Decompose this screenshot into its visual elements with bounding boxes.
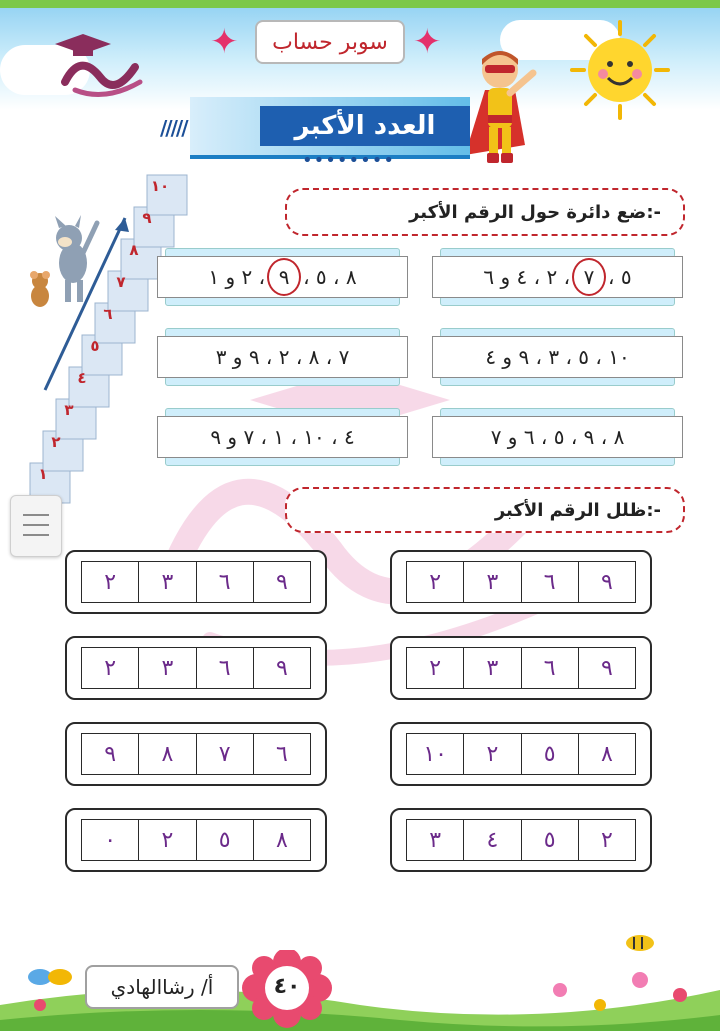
stair-number: ١ [38,465,48,483]
stair-number: ٢ [51,433,61,451]
grid-cell[interactable]: ٢ [429,569,442,595]
grid-cell[interactable]: ٩ [253,648,310,688]
sun-icon [570,20,670,120]
grid-cell[interactable]: ٣ [463,562,520,602]
stair-number: ٥ [90,337,100,355]
shade-instruction: ظلل الرقم الأكبر:- [285,487,685,533]
grid-cell[interactable]: ٢ [429,655,442,681]
number-sequence: ٨ ، ٩ ، ٥ ، ٦ و ٧ [432,416,683,458]
grid-cell[interactable]: ٢ [104,655,117,681]
grid-cell[interactable]: ٥ [521,820,578,860]
grid-cell[interactable]: ٩ [578,648,635,688]
number-sequence: ١٠ ، ٥ ، ٣ ، ٩ و ٤ [432,336,683,378]
number-grid [65,550,327,614]
worksheet-header: سوبر حساب [255,20,405,64]
grid-cell[interactable]: ٧ [196,734,253,774]
grid-cell[interactable]: ٥ [521,734,578,774]
grid-cell[interactable]: ٥ [196,820,253,860]
number-grid [65,808,327,872]
stair-number: ٤ [77,369,87,387]
grid-cell[interactable]: ٠ [104,827,117,853]
page-number: ٤٠ [273,973,301,999]
grid-cell[interactable]: ٦ [196,562,253,602]
number-scroll-4 [155,330,410,384]
number-sequence: ٥ ، ٧ ، ٢ ، ٤ و ٦ [432,256,683,298]
menu-icon [23,514,49,516]
grid-cell[interactable]: ٩ [104,741,117,767]
circle-instruction: ضع دائرة حول الرقم الأكبر:- [285,188,685,236]
grid-cell[interactable]: ٢ [104,569,117,595]
grid-cell[interactable]: ١٠ [423,741,447,767]
grid-cell[interactable]: ٣ [429,827,442,853]
banner-stripes: ///// [160,116,187,140]
grid-cell[interactable]: ٨ [138,734,195,774]
number-grid [65,722,327,786]
stair-number: ٦ [103,305,113,323]
grid-cell[interactable]: ٢ [138,820,195,860]
stair-number: ٣ [64,401,74,419]
number-grid [390,722,652,786]
grid-cell[interactable]: ٩ [253,562,310,602]
number-sequence: ٧ ، ٨ ، ٢ ، ٩ و ٣ [157,336,408,378]
grid-cell[interactable]: ٦ [253,734,310,774]
grid-cell[interactable]: ٣ [138,562,195,602]
lesson-title: العدد الأكبر [260,106,470,146]
grid-cell[interactable]: ٦ [196,648,253,688]
grid-cell[interactable]: ٢ [463,734,520,774]
stair-number: ٨ [129,241,139,259]
stair-number: ٩ [142,209,152,227]
top-grass-strip [0,0,720,8]
number-sequence: ٨ ، ٥ ، ٩ ، ٢ و ١ [157,256,408,298]
grid-cell[interactable]: ٣ [138,648,195,688]
grid-cell[interactable]: ٦ [521,562,578,602]
stair-number: ١٠ [150,177,170,195]
cat-and-mouse-cartoon [30,215,97,307]
alhadi-logo [45,22,155,102]
grid-cell[interactable]: ٨ [253,820,310,860]
number-grid [390,550,652,614]
grid-cell[interactable]: ٤ [463,820,520,860]
circled-number: ٩ [267,258,301,296]
banner-dots: •••••••• [302,150,395,171]
graduation-cap-icon [55,34,111,56]
number-scroll-2 [155,250,410,304]
number-scroll-5 [430,410,685,464]
number-scroll-3 [430,330,685,384]
grid-cell[interactable]: ٣ [463,648,520,688]
number-sequence: ٤ ، ١٠ ، ١ ، ٧ و ٩ [157,416,408,458]
bee-icon [626,935,654,951]
teacher-name: أ/ رشاالهادي [85,965,239,1009]
stair-number: ٧ [116,273,126,291]
star-icon: ✦ [210,22,239,62]
butterfly-icon [28,969,72,985]
number-scroll-1 [430,250,685,304]
grid-cell[interactable]: ٨ [578,734,635,774]
grid-cell[interactable]: ٢ [578,820,635,860]
number-grid [65,636,327,700]
star-icon: ✦ [413,22,442,62]
circled-number: ٧ [572,258,606,296]
number-scroll-6 [155,410,410,464]
number-grid [390,636,652,700]
menu-button[interactable] [10,495,62,557]
grid-cell[interactable]: ٦ [521,648,578,688]
number-grid [390,808,652,872]
grid-cell[interactable]: ٩ [578,562,635,602]
